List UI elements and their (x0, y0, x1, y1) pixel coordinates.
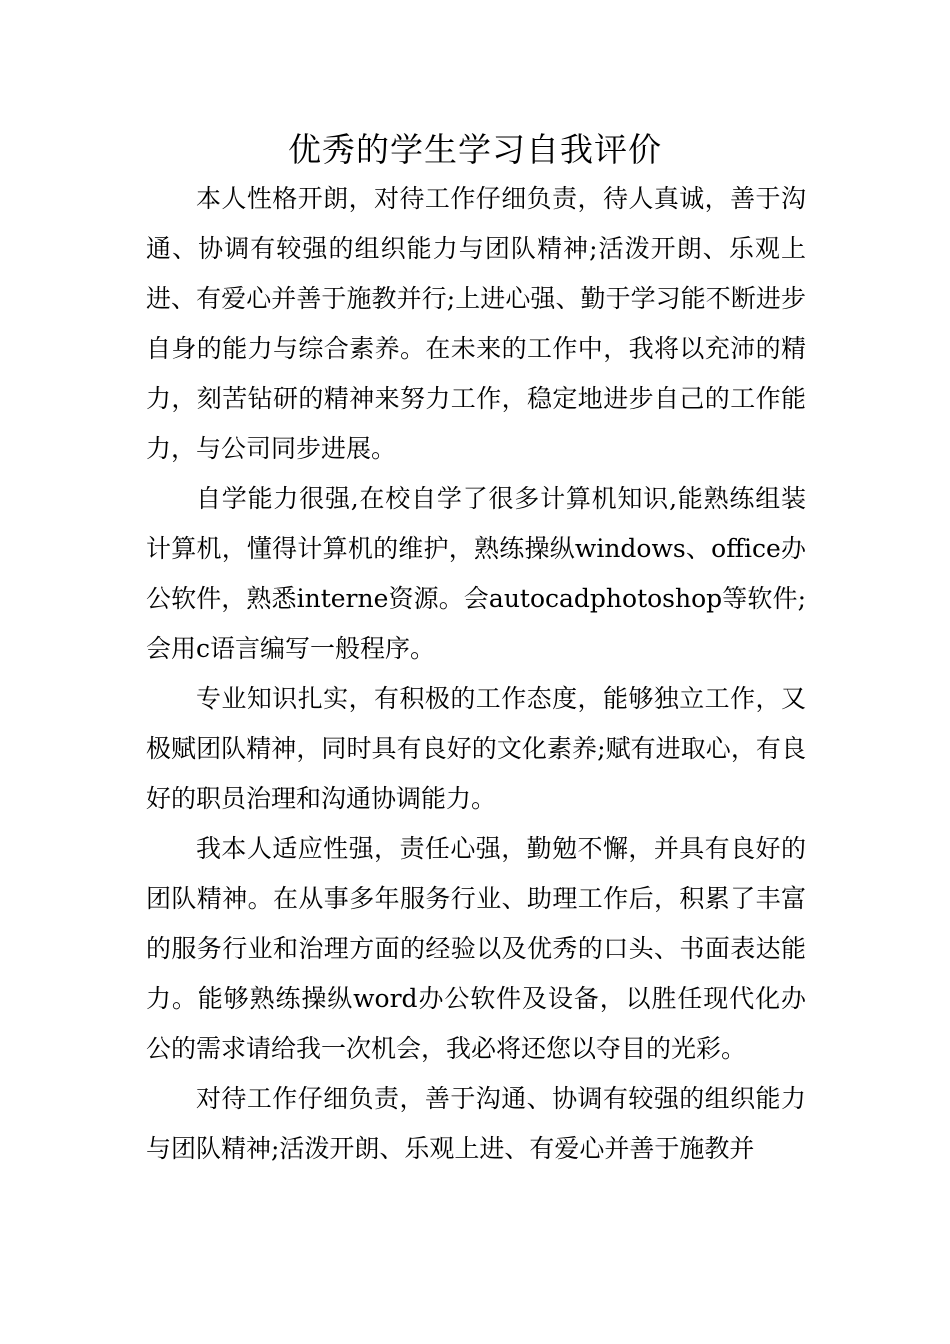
paragraph-work-attitude: 对待工作仔细负责，善于沟通、协调有较强的组织能力与团队精神;活泼开朗、乐观上进、有爱心并善于施教并 (146, 1084, 806, 1163)
document-title: 优秀的学生学习自我评价 (288, 130, 662, 169)
document-body (146, 174, 806, 1174)
paragraph-personality: 本人性格开朗，对待工作仔细负责，待人真诚，善于沟通、协调有较强的组织能力与团队精神;活泼开朗、乐观上进、有爱心并善于施教并行;上进心强、勤于学习能不断进步自身的能力与综合素养。在未来的工作中，我将以充沛的精力，刻苦钻研的精神来努力工作，稳定地进步自己的工作能力，与公司同步进展。 (146, 184, 806, 463)
paragraph-adaptability: 我本人适应性强，责任心强，勤勉不懈，并具有良好的团队精神。在从事多年服务行业、助理工作后，积累了丰富的服务行业和治理方面的经验以及优秀的口头、书面表达能力。能够熟练操纵word办公软件及设备，以胜任现代化办公的需求请给我一次机会，我必将还您以夺目的光彩。 (146, 834, 806, 1063)
paragraph-professional-knowledge: 专业知识扎实，有积极的工作态度，能够独立工作，又极赋团队精神，同时具有良好的文化素养;赋有进取心，有良好的职员治理和沟通协调能力。 (146, 684, 806, 813)
paragraph-computer-skills: 自学能力很强,在校自学了很多计算机知识,能熟练组装计算机，懂得计算机的维护，熟练操纵windows、office办公软件，熟悉interne资源。会autocadphotoshop等软件;会用c语言编写一般程序。 (146, 484, 806, 663)
